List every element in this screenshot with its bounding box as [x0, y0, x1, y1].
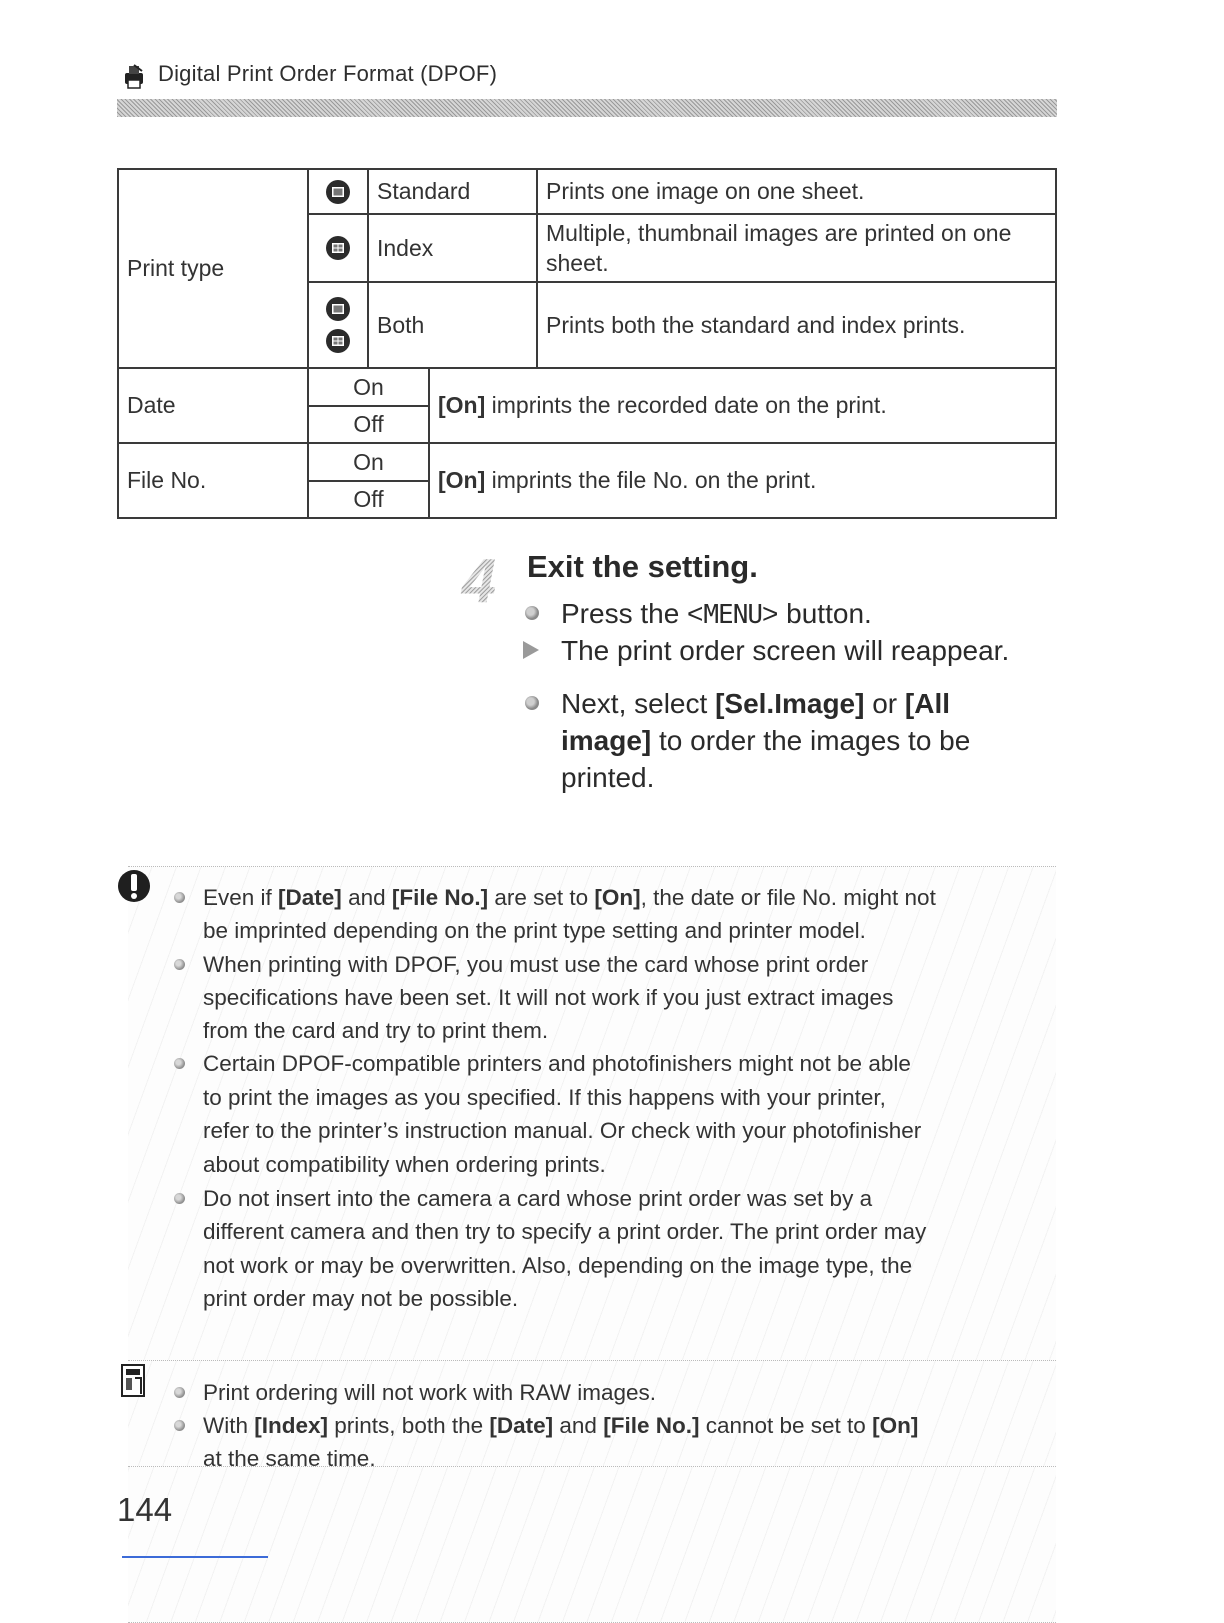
caution-line: not work or may be overwritten. Also, depending on the image type, the [203, 1253, 913, 1278]
printer-icon [120, 63, 148, 89]
bullet-icon [525, 606, 539, 620]
date-desc [429, 368, 1056, 443]
caution-line: different camera and then try to specify a print order. The print order may [203, 1219, 927, 1244]
both-print-icon [325, 296, 351, 354]
caution-line: Do not insert into the camera a card whose print order was set by a [203, 1186, 873, 1211]
caution-line: Certain DPOF-compatible printers and photofinishers might not be able [203, 1051, 911, 1076]
file-no-label: File No. [118, 443, 308, 518]
index-icon-cell [308, 214, 368, 282]
both-name: Both [368, 282, 537, 368]
step-title: Exit the setting. [527, 549, 758, 584]
caution-line: be imprinted depending on the print type setting and printer model. [203, 918, 866, 943]
index-desc: Multiple, thumbnail images are printed on one sheet. [537, 214, 1056, 282]
both-desc: Prints both the standard and index prints. [537, 282, 1056, 368]
file-no-desc-text: imprints the file No. on the print. [485, 467, 817, 493]
file-no-desc [429, 443, 1056, 518]
footer-link-line [122, 1556, 268, 1558]
caution-line: refer to the printer’s instruction manual. Or check with your photofinisher [203, 1118, 922, 1143]
caution-line: print order may not be possible. [203, 1286, 519, 1311]
step-instruction-2-cont: image] to order the images to be [561, 725, 971, 756]
step-result: The print order screen will reappear. [561, 635, 1010, 666]
bullet-icon [174, 892, 185, 903]
step-number [453, 550, 505, 608]
menu-button-label: MENU [703, 600, 763, 630]
result-arrow-icon [523, 641, 539, 659]
standard-icon-cell [308, 169, 368, 214]
caution-line: to print the images as you specified. If this happens with your printer, [203, 1085, 886, 1110]
step-instruction-1: Press the <MENU> button. [561, 598, 872, 630]
standard-name: Standard [368, 169, 537, 214]
caution-line: specifications have been set. It will not work if you just extract images [203, 985, 894, 1010]
step-instruction-2-end: printed. [561, 762, 655, 793]
standard-print-icon [325, 179, 351, 205]
bullet-icon [174, 1193, 185, 1204]
file-no-off: Off [308, 481, 429, 518]
date-desc-keyword: [On] [438, 392, 486, 418]
caution-icon [116, 868, 152, 904]
page-number: 144 [117, 1491, 173, 1528]
both-icon-cell [308, 282, 368, 368]
bullet-icon [174, 1387, 185, 1398]
header-band [117, 99, 1057, 117]
file-no-on: On [308, 443, 429, 481]
step-instruction-2: Next, select [Sel.Image] or [All [561, 688, 951, 719]
note-line: Print ordering will not work with RAW images. [203, 1380, 657, 1405]
caution-line: from the card and try to print them. [203, 1018, 549, 1043]
table-row [118, 368, 1056, 406]
standard-desc: Prints one image on one sheet. [537, 169, 1056, 214]
bullet-icon [174, 1058, 185, 1069]
bullet-icon [174, 959, 185, 970]
date-on: On [308, 368, 429, 406]
date-off: Off [308, 406, 429, 443]
date-desc-text: imprints the recorded date on the print. [485, 392, 887, 418]
table-row [118, 443, 1056, 481]
index-print-icon [325, 235, 351, 261]
page-header-title: Digital Print Order Format (DPOF) [158, 61, 498, 86]
file-no-desc-keyword: [On] [438, 467, 486, 493]
table-row [118, 169, 1056, 214]
caution-line: Even if [Date] and [File No.] are set to [On], the date or file No. might not [203, 885, 936, 910]
date-label: Date [118, 368, 308, 443]
caution-line: When printing with DPOF, you must use the card whose print order [203, 952, 869, 977]
bullet-icon [525, 696, 539, 710]
index-name: Index [368, 214, 537, 282]
svg-text:4: 4 [461, 550, 497, 608]
note-line: With [Index] prints, both the [Date] and [File No.] cannot be set to [On] [203, 1413, 919, 1438]
caution-line: about compatibility when ordering prints. [203, 1152, 606, 1177]
note-line: at the same time. [203, 1446, 376, 1471]
bullet-icon [174, 1420, 185, 1431]
print-options-table [117, 168, 1057, 519]
print-type-label: Print type [118, 169, 308, 368]
note-icon [121, 1364, 147, 1398]
